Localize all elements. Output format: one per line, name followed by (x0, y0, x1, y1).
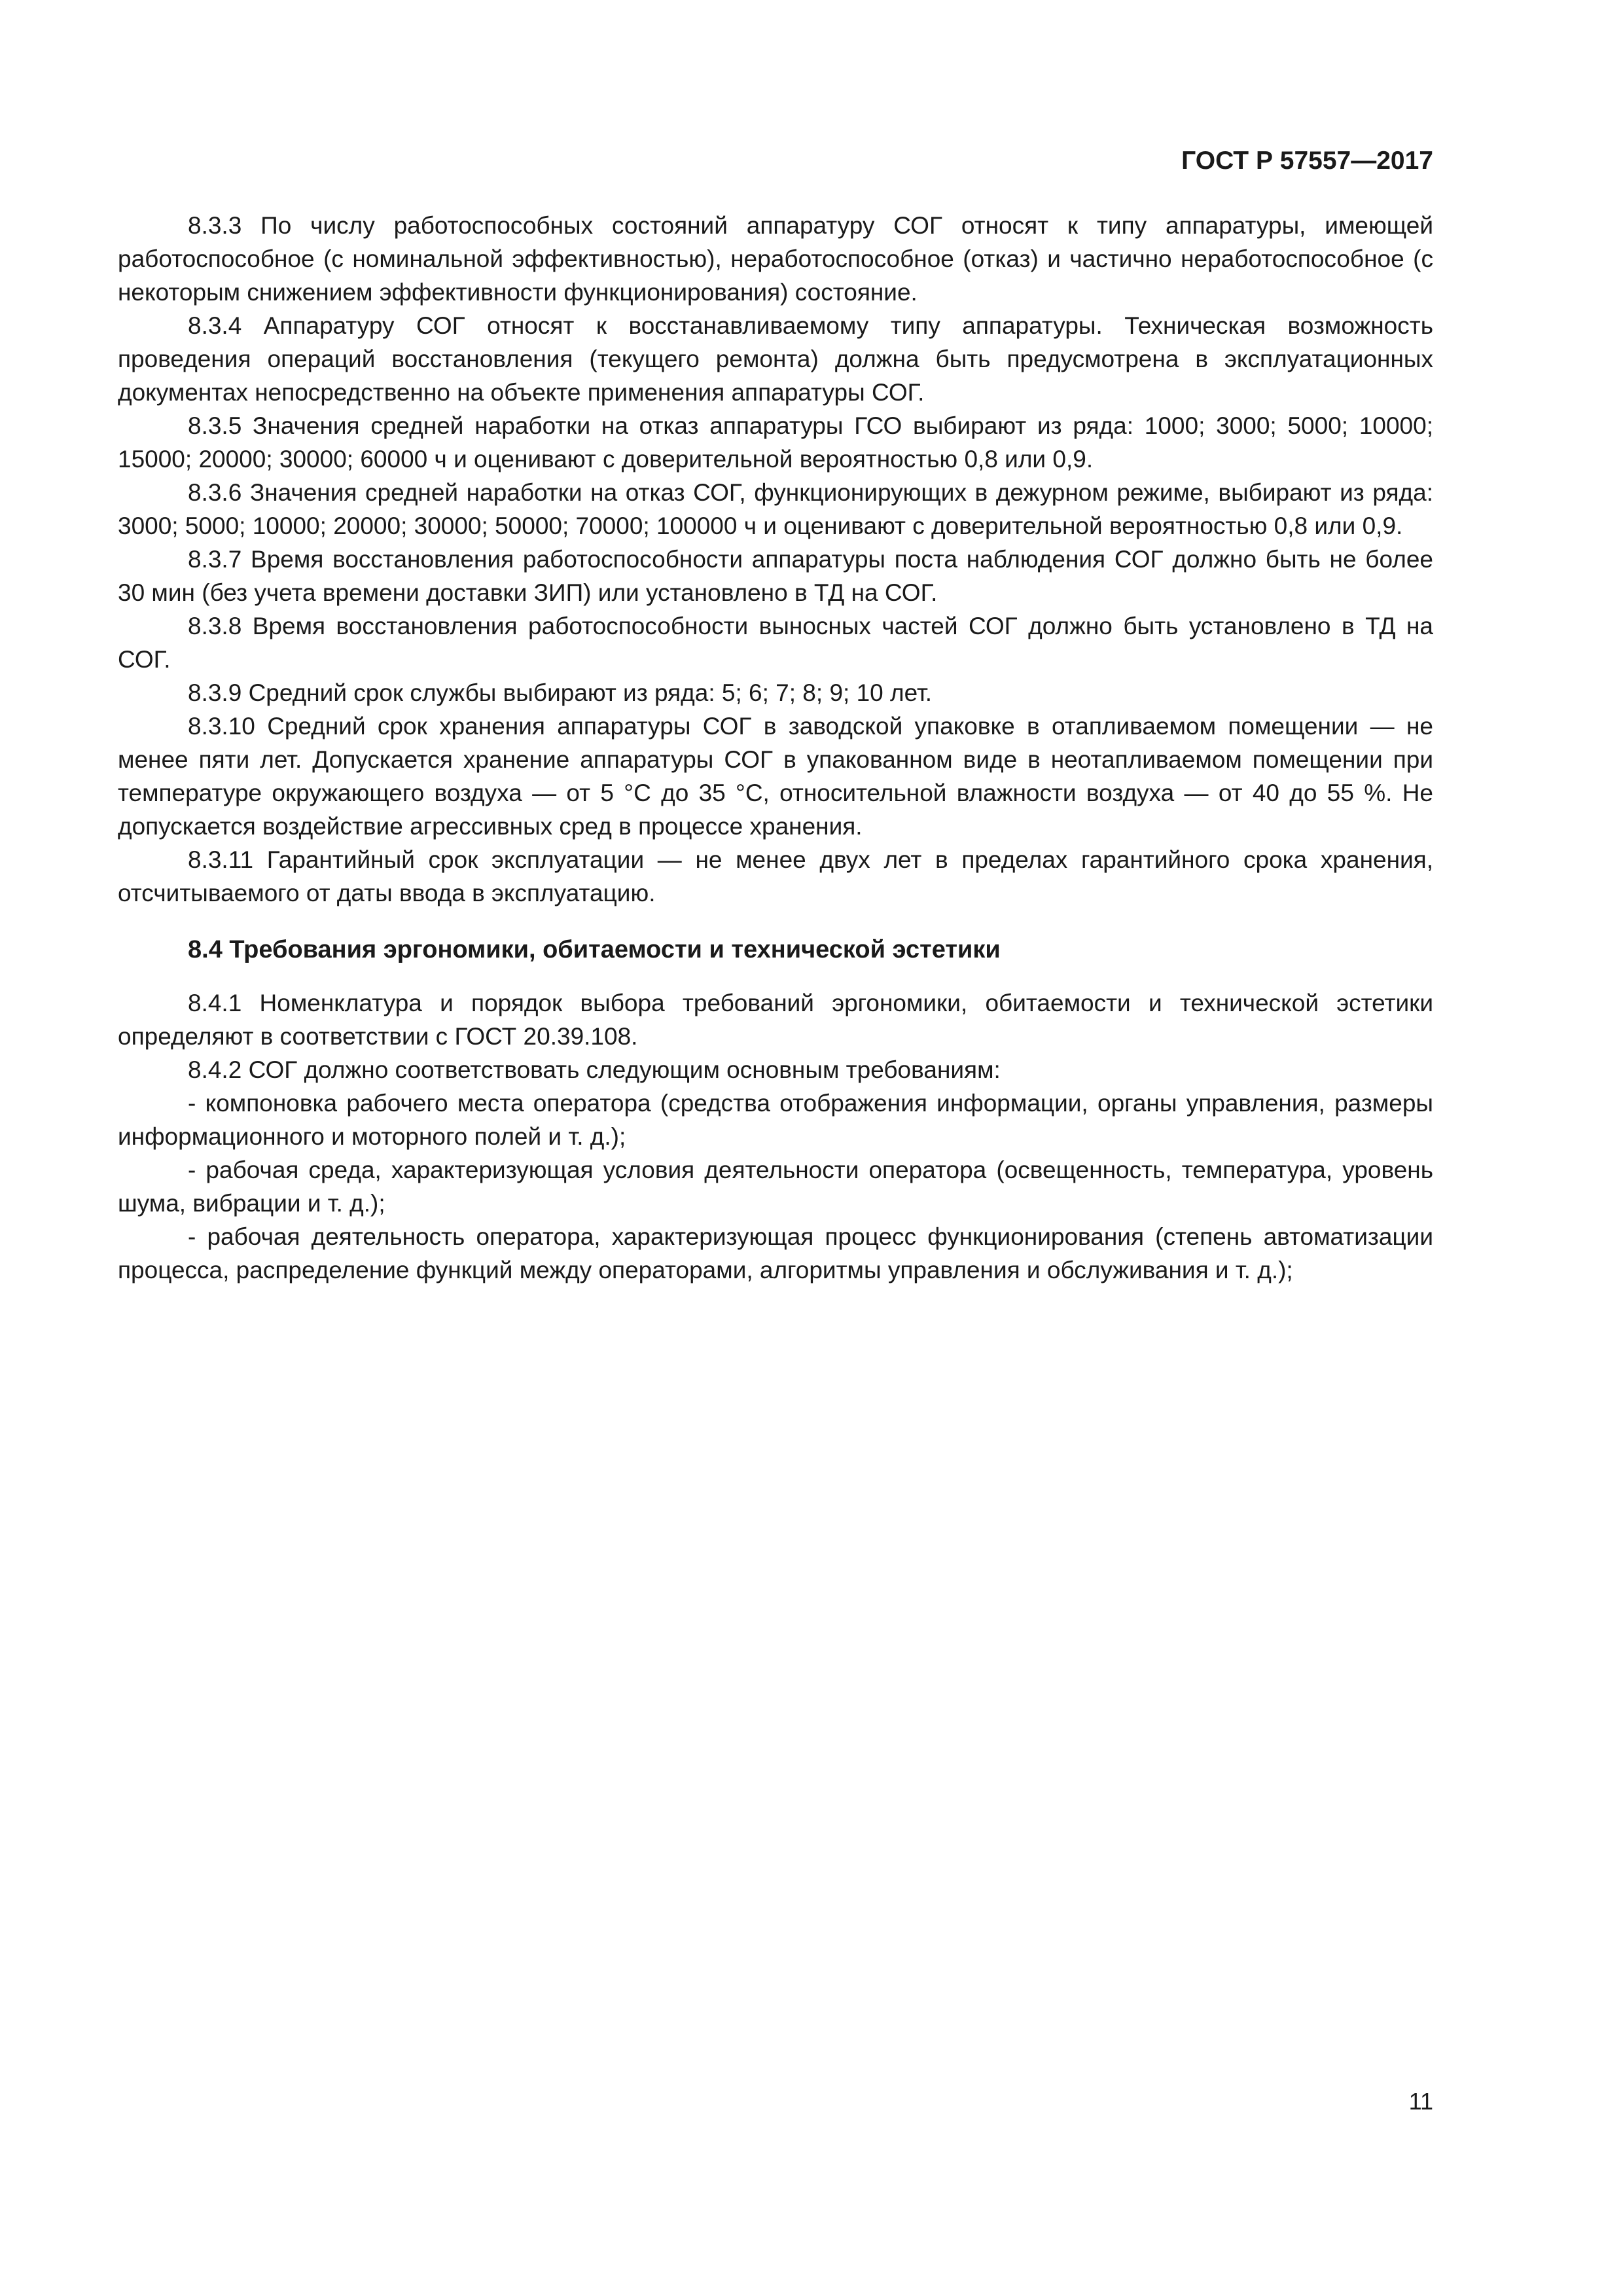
paragraph-8-3-8: 8.3.8 Время восстановления работоспособности выносных частей СОГ должно быть установлено в ТД на СОГ. (118, 613, 1433, 673)
paragraph-8-3-10: 8.3.10 Средний срок хранения аппаратуры СОГ в заводской упаковке в отапливаемом помещении — не менее пяти лет. Допускается хранение аппаратуры СОГ в упакованном виде в неотапливаемом помещении при температуре окружающего воздуха — от 5 °С до 35 °С, относительной влажности воздуха — от 40 до 55 %. Не допускается воздействие агрессивных сред в процессе хранения. (118, 713, 1433, 840)
paragraph-8-3-4: 8.3.4 Аппаратуру СОГ относят к восстанавливаемому типу аппаратуры. Техническая возможность проведения операций восстановления (текущего ремонта) должна быть предусмотрена в эксплуатационных документах непосредственно на объекте применения аппаратуры СОГ. (118, 312, 1433, 406)
paragraph-8-3-7: 8.3.7 Время восстановления работоспособности аппаратуры поста наблюдения СОГ должно быть не более 30 мин (без учета времени доставки ЗИП) или установлено в ТД на СОГ. (118, 546, 1433, 606)
paragraph-8-3-9: 8.3.9 Средний срок службы выбирают из ряда: 5; 6; 7; 8; 9; 10 лет. (188, 679, 933, 706)
bullet-item-3: - рабочая деятельность оператора, характеризующая процесс функционирования (степень автоматизации процесса, распределение функций между операторами, алгоритмы управления и обслуживания и т. д.); (118, 1223, 1433, 1283)
paragraph-8-4-2: 8.4.2 СОГ должно соответствовать следующим основным требованиям: (188, 1056, 1001, 1083)
standard-code: ГОСТ Р 57557—2017 (1181, 147, 1433, 175)
paragraph-8-3-5: 8.3.5 Значения средней наработки на отказ аппаратуры ГСО выбирают из ряда: 1000; 3000; 5000; 10000; 15000; 20000; 30000; 60000 ч и оценивают с доверительной вероятностью 0,8 или 0,9. (118, 412, 1433, 473)
bullet-item-2: - рабочая среда, характеризующая условия деятельности оператора (освещенность, температура, уровень шума, вибрации и т. д.); (118, 1157, 1433, 1217)
page-number: 11 (1408, 2088, 1433, 2115)
section-heading-8-4: 8.4 Требования эргономики, обитаемости и технической эстетики (188, 936, 1001, 963)
bullet-item-1: - компоновка рабочего места оператора (средства отображения информации, органы управления, размеры информационного и моторного полей и т. д.); (118, 1090, 1433, 1150)
paragraph-8-3-6: 8.3.6 Значения средней наработки на отказ СОГ, функционирующих в дежурном режиме, выбирают из ряда: 3000; 5000; 10000; 20000; 30000; 50000; 70000; 100000 ч и оценивают с доверительной вероятностью 0,8 или 0,9. (118, 479, 1433, 539)
document-page (118, 144, 1433, 1287)
paragraph-8-3-3: 8.3.3 По числу работоспособных состояний аппаратуру СОГ относят к типу аппаратуры, имеющей работоспособное (с номинальной эффективностью), неработоспособное (отказ) и частично неработоспособное (с некоторым снижением эффективности функционирования) состояние. (118, 212, 1433, 306)
paragraph-8-4-1: 8.4.1 Номенклатура и порядок выбора требований эргономики, обитаемости и технической эстетики определяют в соответствии с ГОСТ 20.39.108. (118, 990, 1433, 1050)
paragraph-8-3-11: 8.3.11 Гарантийный срок эксплуатации — не менее двух лет в пределах гарантийного срока хранения, отсчитываемого от даты ввода в эксплуатацию. (118, 846, 1433, 906)
